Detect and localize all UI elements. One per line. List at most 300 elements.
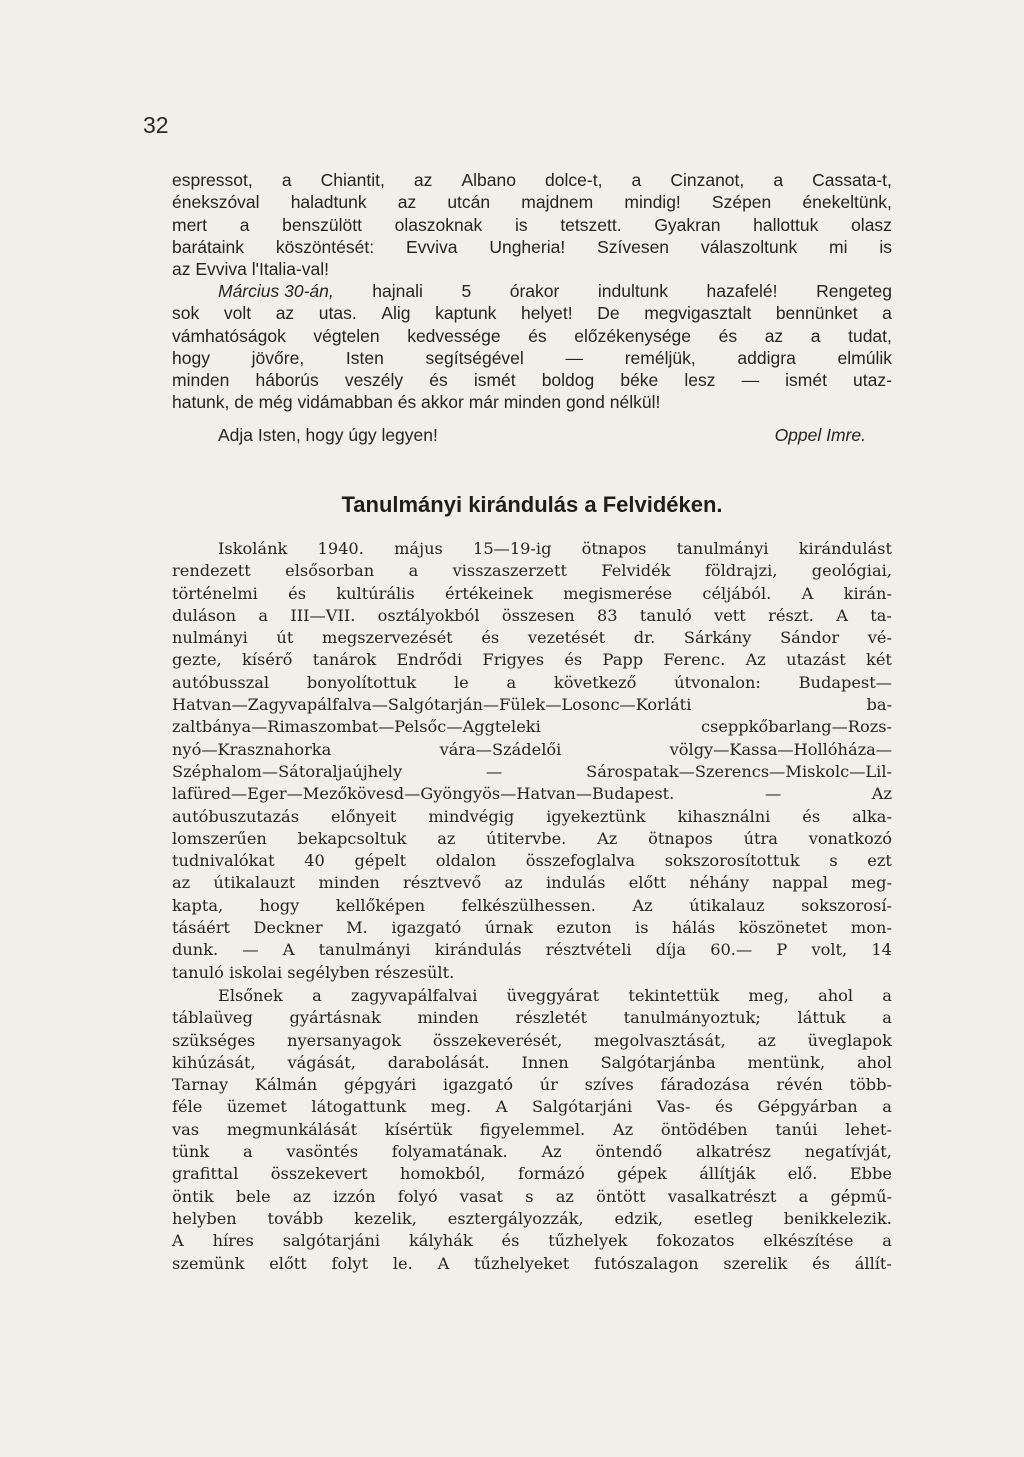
word: két: [866, 650, 892, 670]
text-line: [172, 828, 892, 850]
word: féle: [172, 1097, 203, 1117]
word: Ferenc.: [663, 650, 726, 670]
word: Deckner: [253, 918, 323, 938]
word: kihúzását,: [172, 1052, 256, 1072]
word: vámhatóságok: [172, 325, 286, 346]
word: —: [741, 370, 760, 391]
word: üveglapok: [807, 1030, 892, 1050]
word: Isten: [345, 347, 384, 368]
word: segítségével: [425, 347, 524, 368]
word: volt,: [811, 940, 848, 960]
word: és: [564, 650, 583, 670]
word: nyersanyagok: [287, 1030, 402, 1050]
word: is: [635, 918, 649, 938]
word: Az: [612, 1119, 634, 1139]
text-line: [172, 1030, 892, 1052]
text-line: [172, 236, 892, 258]
word: díja: [655, 940, 686, 960]
word: ötnapos: [648, 828, 713, 848]
word: válaszoltunk: [700, 236, 798, 257]
word: meg,: [748, 986, 789, 1005]
word: bonyolítottuk: [306, 672, 417, 692]
word: zaltbánya—Rimaszombat—Pelsőc—Aggteleki: [172, 717, 541, 737]
word: elsősorban: [285, 561, 375, 581]
signoff-line: [172, 424, 892, 446]
word: az: [757, 1030, 776, 1050]
word: énekeltünk,: [802, 192, 892, 213]
word: autóbusszal: [172, 672, 270, 692]
word: állítják: [699, 1164, 756, 1184]
word: tűzhelyek: [548, 1231, 628, 1251]
word: helyben: [172, 1208, 237, 1228]
text-line: [172, 1052, 892, 1074]
word: nulmányi: [172, 628, 248, 648]
word: a: [882, 1008, 892, 1028]
word: megolvasztását,: [594, 1030, 726, 1050]
word: A: [801, 583, 814, 603]
word: kirándulást: [798, 539, 892, 558]
word: kirán-: [843, 583, 892, 603]
signoff-text: Adja Isten, hogy úgy legyen!: [218, 425, 438, 445]
word: felkészülhessen.: [461, 895, 596, 915]
word: boldog: [541, 370, 595, 391]
word: lehet-: [845, 1119, 892, 1139]
word: megmunkálását: [226, 1119, 358, 1139]
word: tűzhelyeket: [474, 1253, 570, 1273]
word: történelmi: [172, 583, 258, 603]
word: kezelik,: [354, 1208, 417, 1228]
word: részletét: [515, 1008, 587, 1028]
word: fáradozása: [660, 1075, 750, 1095]
word: megszervezését: [322, 628, 453, 648]
word: addigra: [737, 347, 796, 368]
word: grafittal: [172, 1164, 239, 1184]
word: szerelik: [723, 1253, 788, 1273]
word: Iskolánk: [218, 539, 288, 558]
text-line: [172, 169, 892, 191]
word: kihasználni: [677, 806, 771, 826]
word: Innen: [521, 1052, 569, 1072]
word: 1940.: [317, 539, 364, 558]
word: köszönetet: [738, 918, 828, 938]
text-line: [172, 1074, 892, 1096]
word: a: [312, 986, 322, 1005]
word: 60.—: [710, 940, 753, 960]
word: tekintettük: [628, 986, 720, 1005]
factory-paragraph: [172, 985, 892, 1275]
word: a: [242, 1142, 253, 1162]
word: összefoglalva: [525, 851, 636, 871]
word: mentünk,: [747, 1052, 826, 1072]
word: ismét: [473, 370, 516, 391]
word: Papp: [602, 650, 644, 670]
word: vasalkatrészt: [667, 1186, 777, 1206]
word: Gépgyárban: [757, 1097, 858, 1117]
word: következő: [553, 672, 637, 692]
word: esztergályozzák,: [447, 1208, 584, 1228]
word: Gyakran: [654, 214, 721, 235]
word: a: [882, 986, 892, 1005]
line-text: hatunk, de még vidámabban és akkor már minden gond nélkül!: [172, 392, 661, 413]
word: megismerése: [563, 583, 673, 603]
word: s: [525, 1186, 534, 1206]
word: rendezett: [172, 561, 251, 581]
word: Evviva: [405, 236, 458, 257]
word: gépgyári: [343, 1075, 417, 1095]
word: végtelen: [313, 325, 380, 346]
word: Ungheria!: [489, 236, 566, 257]
text-line: [172, 605, 892, 627]
text-line: [172, 739, 892, 761]
word: ismét: [785, 370, 827, 391]
word: homokból,: [400, 1164, 486, 1184]
word: Szívesen: [597, 236, 670, 257]
word: május: [394, 539, 443, 558]
word: és: [528, 325, 547, 346]
word: reméljük,: [624, 347, 696, 368]
word: indultunk: [597, 281, 668, 301]
word: A: [495, 1097, 508, 1117]
word: üveggyárat: [506, 986, 600, 1005]
word: ba-: [866, 695, 892, 715]
word: ta-: [870, 605, 892, 625]
word: útra: [743, 828, 778, 848]
word: útikalauz: [689, 895, 765, 915]
word: darabolását.: [387, 1052, 490, 1072]
word: 14: [871, 940, 892, 960]
word: lomszerűen: [172, 828, 267, 848]
word: esetleg: [693, 1208, 753, 1228]
word: béke: [620, 370, 659, 391]
word: Vas-: [656, 1097, 691, 1117]
word: összekevert: [270, 1164, 368, 1184]
text-line: [172, 1007, 892, 1029]
word: utazást: [786, 650, 846, 670]
word: tanulmányi: [318, 940, 411, 960]
word: 15—19-ig: [473, 539, 552, 558]
word: elmúlik: [837, 347, 892, 368]
word: edzik,: [614, 1208, 664, 1228]
word: tünk: [172, 1142, 210, 1162]
word: olaszoknak: [394, 214, 483, 235]
word: állít-: [854, 1253, 892, 1273]
word: szíves: [584, 1075, 634, 1095]
word: a: [810, 325, 821, 346]
word: vé-: [867, 628, 892, 648]
word: —: [242, 940, 259, 960]
word: tanuló: [639, 605, 692, 625]
word: ötnapos: [581, 539, 647, 558]
word: a: [882, 303, 892, 324]
word: mon-: [850, 918, 892, 938]
intro-paragraph: [172, 169, 892, 280]
word: tanárok: [312, 650, 377, 670]
text-line: [172, 325, 892, 347]
word: Endrődi: [396, 650, 463, 670]
excursion-paragraph: [172, 538, 892, 984]
word: gépmű-: [830, 1186, 892, 1206]
word: osztályokból: [377, 605, 480, 625]
word: dr.: [633, 628, 656, 648]
word: espressot,: [172, 170, 253, 190]
word: Felvidék: [601, 561, 671, 581]
word: folyó: [397, 1186, 438, 1206]
word: minden: [172, 370, 230, 391]
word: az: [437, 828, 456, 848]
word: kultúrális: [336, 583, 415, 603]
word: kaptunk: [435, 303, 497, 324]
word: 5: [461, 281, 472, 301]
text-line: [172, 1096, 892, 1118]
word: Az: [871, 784, 892, 804]
word: kedvessége: [407, 325, 501, 346]
word: vett: [714, 605, 746, 625]
word: Hatvan—Zagyvapálfalva—Salgótarján—Fülek—Losonc—Korláti: [172, 695, 692, 715]
text-line: [172, 962, 892, 984]
word: s: [829, 851, 838, 871]
word: Az: [541, 1142, 562, 1162]
word: tovább: [267, 1208, 324, 1228]
word: résztvételi: [545, 940, 632, 960]
word: Széphalom—Sátoraljaújhely: [172, 761, 403, 781]
word: —: [764, 784, 782, 804]
word: barátaink: [172, 236, 244, 257]
text-line: [172, 369, 892, 391]
text-line: [172, 761, 892, 783]
text-line: [172, 716, 892, 738]
word: előtt: [628, 873, 667, 893]
word: híres: [212, 1231, 254, 1251]
word: és: [501, 1231, 520, 1251]
word: mi: [829, 236, 848, 257]
word: dunk.: [172, 940, 219, 960]
word: a: [408, 561, 419, 581]
word: mert: [172, 214, 207, 235]
word: az: [504, 873, 523, 893]
text-line: [172, 917, 892, 939]
word: révén: [776, 1075, 823, 1095]
word: gyártásnak: [289, 1008, 381, 1028]
word: zagyvapálfalvai: [350, 986, 478, 1005]
word: Chiantit,: [320, 170, 385, 190]
text-line: [172, 280, 892, 302]
text-line: [172, 191, 892, 213]
word: le: [453, 672, 469, 692]
word: ahol: [856, 1052, 892, 1072]
text-line: [172, 694, 892, 716]
word: mindig!: [624, 192, 681, 213]
word: elő.: [787, 1164, 818, 1184]
word: tanulmányi: [676, 539, 769, 558]
word: részt.: [768, 605, 814, 625]
word: nyó—Krasznahorka: [172, 739, 332, 759]
text-line: [172, 258, 892, 280]
word: ahol: [818, 986, 854, 1005]
word: látogattunk: [311, 1097, 407, 1117]
word: út: [276, 628, 294, 648]
word: az: [172, 873, 191, 893]
word: 40: [304, 851, 325, 871]
word: az: [397, 192, 417, 213]
word: öntödében: [660, 1119, 748, 1139]
word: sokszorosítottuk: [664, 851, 800, 871]
word: kapta,: [172, 895, 224, 915]
word: mindvégig: [428, 806, 515, 826]
word: a: [882, 1097, 892, 1117]
word: meg-: [851, 873, 892, 893]
word: Budapest—: [798, 672, 892, 692]
word: kirándulás: [434, 940, 522, 960]
word: földrajzi,: [704, 561, 778, 581]
word: cseppkőbarlang—Rozs-: [700, 717, 892, 737]
word: ezuton: [556, 918, 612, 938]
word: olasz: [851, 214, 892, 235]
word: a: [882, 1231, 892, 1251]
word: Cinzanot,: [670, 170, 745, 190]
word: a: [506, 672, 517, 692]
word: vára—Szádelői: [439, 739, 562, 759]
word: volt: [223, 303, 252, 324]
text-line: [172, 783, 892, 805]
word: alka-: [852, 806, 892, 826]
word: duláson: [172, 605, 237, 625]
word: és: [288, 583, 306, 603]
word: A: [172, 1231, 184, 1251]
word: a: [773, 170, 784, 190]
word: vágását,: [287, 1052, 356, 1072]
word: úr: [539, 1075, 558, 1095]
word: sok: [172, 303, 200, 324]
word: folyamatának.: [391, 1142, 508, 1162]
word: kísérő: [242, 650, 293, 670]
word: és: [714, 1097, 733, 1117]
word: háborús: [255, 370, 319, 391]
word: tetszett.: [560, 214, 622, 235]
word: figyelemmel.: [479, 1119, 586, 1139]
word: A: [282, 940, 295, 960]
text-line: [172, 1186, 892, 1208]
word: A: [437, 1253, 450, 1273]
text-line: [172, 583, 892, 605]
word: több-: [849, 1075, 892, 1095]
word: formázó: [517, 1164, 585, 1184]
word: folyt: [331, 1253, 369, 1273]
word: bele: [235, 1186, 271, 1206]
page-number: 32: [143, 112, 169, 138]
author-name: Oppel Imre.: [774, 425, 866, 445]
word: Sárkány: [683, 628, 752, 648]
word: igazgató: [391, 918, 462, 938]
line-text: tanuló iskolai segélyben részesült.: [172, 962, 455, 982]
word: le.: [392, 1253, 413, 1273]
word: és: [812, 1253, 830, 1273]
word: hogy: [259, 895, 300, 915]
word: szükséges: [172, 1030, 256, 1050]
word: az: [555, 1186, 574, 1206]
word: láttuk: [797, 1008, 846, 1028]
word: Elsőnek: [218, 986, 283, 1005]
word: lesz: [684, 370, 716, 391]
word: A: [836, 605, 848, 625]
word: P: [776, 940, 788, 960]
word: Frigyes: [482, 650, 545, 670]
text-line: [172, 1208, 892, 1230]
line-text: az Evviva l'Italia-val!: [172, 259, 330, 280]
word: néhány: [689, 873, 750, 893]
word: Salgótarjáni: [532, 1097, 633, 1117]
text-line: [172, 672, 892, 694]
word: hálás: [672, 918, 716, 938]
word: kísértük: [384, 1119, 453, 1139]
word: nappal: [772, 873, 828, 893]
word: összekeverését,: [432, 1030, 563, 1050]
word: meg.: [430, 1097, 472, 1117]
word: gépelt: [354, 851, 407, 871]
word: visszaszerzett: [452, 561, 567, 581]
section-heading: Tanulmányi kirándulás a Felvidéken.: [341, 492, 723, 517]
word: kályhák: [408, 1231, 473, 1251]
word: a: [281, 170, 292, 190]
word: az: [275, 303, 295, 324]
text-line: [172, 627, 892, 649]
word: negatívját,: [804, 1142, 892, 1162]
word: alkatrész: [696, 1142, 771, 1162]
word: —: [486, 761, 503, 781]
word: megvigasztalt: [644, 303, 752, 324]
word: órakor: [509, 281, 560, 301]
word: Albano: [461, 170, 516, 190]
text-line: [172, 302, 892, 324]
word: énekszóval: [172, 192, 260, 213]
word: M.: [346, 918, 368, 938]
word: és: [481, 628, 500, 648]
text-line: [172, 806, 892, 828]
word: futószalagon: [594, 1253, 699, 1273]
word: résztvevő: [403, 873, 482, 893]
word: Sárospatak—Szerencs—Miskolc—Lil-: [586, 761, 892, 781]
word: Cassata-t,: [812, 170, 892, 190]
text-line: [172, 1119, 892, 1141]
word: igyekeztünk: [546, 806, 646, 826]
word: minden: [318, 873, 380, 893]
word: tudat,: [848, 325, 892, 346]
word: kellőképen: [335, 895, 426, 915]
text-line: [172, 1163, 892, 1185]
text-line: [172, 985, 892, 1007]
word: helyet!: [521, 303, 573, 324]
text-line: [172, 391, 892, 413]
text-line: [172, 1253, 892, 1275]
word: előzékenysége: [574, 325, 692, 346]
word: öntik: [172, 1186, 214, 1206]
word: ezt: [867, 851, 892, 871]
word: izzón: [333, 1186, 376, 1206]
word: vas: [172, 1119, 200, 1139]
word: is: [879, 236, 892, 257]
word: bennünket: [775, 303, 858, 324]
word: vezetését: [527, 628, 606, 648]
word: De: [597, 303, 620, 324]
word: gépek: [617, 1164, 667, 1184]
word: utaz-: [853, 370, 892, 391]
text-line: [172, 872, 892, 894]
word: dolce-t,: [545, 170, 603, 190]
word: gezte,: [172, 650, 222, 670]
word: oldalon: [435, 851, 497, 871]
word: az: [292, 1186, 311, 1206]
word: üzemet: [226, 1097, 287, 1117]
word: öntött: [596, 1186, 646, 1206]
